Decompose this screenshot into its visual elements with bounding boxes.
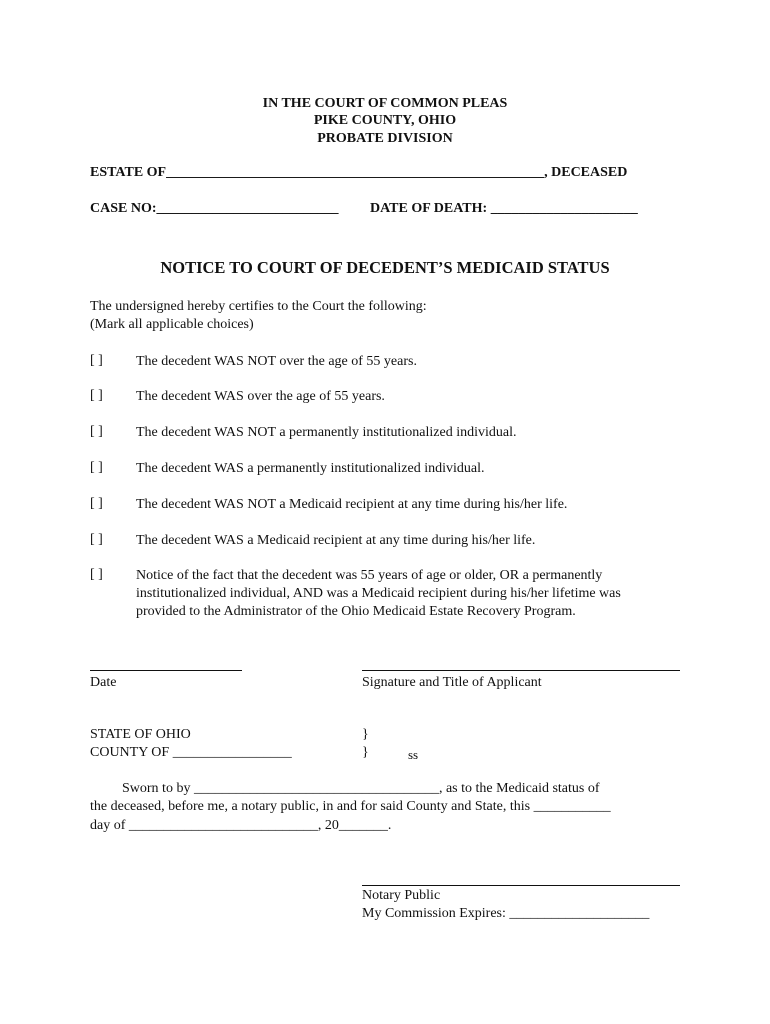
date-signature-line[interactable]: [90, 670, 242, 671]
choice-item: [90, 532, 710, 552]
checkbox[interactable]: [ ]: [90, 460, 103, 475]
court-county: PIKE COUNTY, OHIO: [313, 113, 457, 128]
court-division: PROBATE DIVISION: [317, 131, 453, 146]
choice-text: provided to the Administrator of the Ohio Medicaid Estate Recovery Program.: [136, 604, 576, 619]
venue-brace: }: [362, 745, 369, 760]
document-title: NOTICE TO COURT OF DECEDENT’S MEDICAID STATUS: [160, 258, 610, 277]
choice-text: The decedent WAS a Medicaid recipient at any time during his/her life.: [136, 533, 536, 548]
estate-name-field[interactable]: ______________________________________________________: [166, 165, 545, 180]
choice-item: [90, 424, 710, 444]
jurat-line-3: day of ___________________________, 20_______.: [90, 818, 392, 833]
venue-state: STATE OF OHIO: [90, 727, 191, 742]
checkbox[interactable]: [ ]: [90, 496, 103, 511]
ss-label: ss: [408, 747, 419, 762]
jurat-line-2: the deceased, before me, a notary public, in and for said County and State, this ___________: [90, 799, 611, 814]
checkbox[interactable]: [ ]: [90, 532, 103, 547]
choice-text: The decedent WAS over the age of 55 years.: [136, 389, 385, 404]
case-number-line: [90, 201, 339, 217]
estate-label: ESTATE OF: [90, 165, 167, 180]
commission-expires: My Commission Expires: ____________________: [362, 906, 650, 921]
applicant-signature-label: Signature and Title of Applicant: [362, 675, 542, 690]
deceased-label: , DECEASED: [544, 165, 628, 180]
court-name: IN THE COURT OF COMMON PLEAS: [262, 96, 508, 111]
checkbox[interactable]: [ ]: [90, 567, 103, 582]
choice-text: The decedent WAS NOT a permanently institutionalized individual.: [136, 425, 517, 440]
choice-text: The decedent WAS a permanently institutionalized individual.: [136, 461, 485, 476]
venue-brace: }: [362, 727, 369, 742]
notary-title: Notary Public: [362, 888, 441, 903]
choice-item: [90, 496, 710, 516]
date-of-death-label: DATE OF DEATH:: [370, 201, 488, 216]
applicant-signature-line[interactable]: [362, 670, 680, 671]
notary-signature-line[interactable]: [362, 885, 680, 886]
choice-item: [90, 567, 710, 623]
choice-item: [90, 460, 710, 480]
estate-line: [90, 165, 627, 181]
choice-text: Notice of the fact that the decedent was 55 years of age or older, OR a permanently: [136, 568, 603, 583]
date-of-death-field[interactable]: _____________________: [490, 201, 638, 216]
checkbox[interactable]: [ ]: [90, 353, 103, 368]
venue-county: COUNTY OF _________________: [90, 745, 292, 760]
intro-text: The undersigned hereby certifies to the Court the following:: [90, 299, 427, 314]
case-number-label: CASE NO:: [90, 201, 157, 216]
choice-text: The decedent WAS NOT a Medicaid recipient at any time during his/her life.: [136, 497, 568, 512]
case-number-field[interactable]: __________________________: [156, 201, 339, 216]
choice-text: institutionalized individual, AND was a Medicaid recipient during his/her lifetime was: [136, 586, 621, 601]
date-of-death-line: [370, 201, 638, 217]
checkbox[interactable]: [ ]: [90, 424, 103, 439]
choice-text: The decedent WAS NOT over the age of 55 years.: [136, 354, 417, 369]
jurat-line-1: Sworn to by ___________________________________, as to the Medicaid status of: [122, 781, 600, 796]
choice-item: [90, 388, 710, 408]
choice-item: [90, 353, 710, 373]
date-label: Date: [90, 675, 117, 690]
checkbox[interactable]: [ ]: [90, 388, 103, 403]
intro-instruction: (Mark all applicable choices): [90, 317, 254, 332]
